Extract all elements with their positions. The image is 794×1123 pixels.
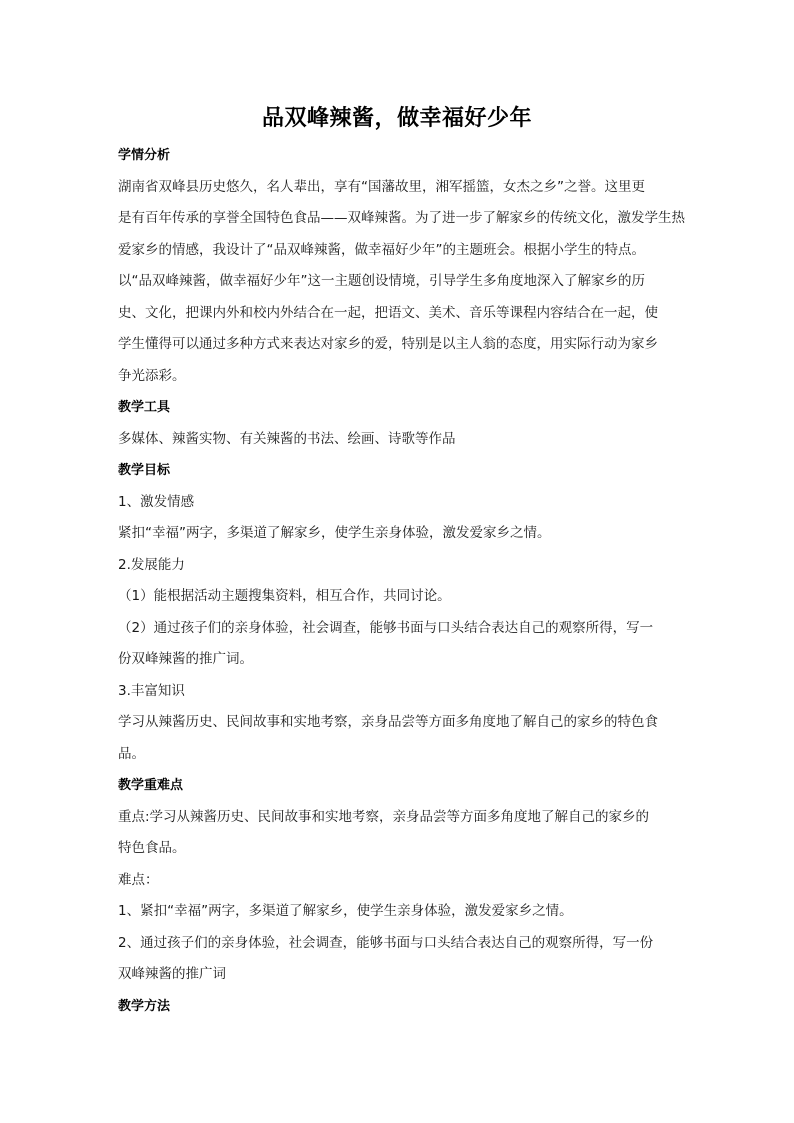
body-text-line: 3.丰富知识 xyxy=(118,682,185,699)
body-text-line: 2.发展能力 xyxy=(118,556,185,573)
body-text-line: 多媒体、辣酱实物、有关辣酱的书法、绘画、诗歌等作品 xyxy=(118,430,456,447)
body-text-line: 湖南省双峰县历史悠久，名人辈出，享有“国藩故里，湘军摇篮，女杰之乡”之誉。这里更 xyxy=(118,178,645,195)
body-text-line: 史、文化，把课内外和校内外结合在一起，把语文、美术、音乐等课程内容结合在一起，使 xyxy=(118,304,658,321)
body-text-line: （1）能根据活动主题搜集资料，相互合作，共同讨论。 xyxy=(118,588,451,604)
body-text-line: 1、激发情感 xyxy=(118,493,195,510)
body-text-line: 份双峰辣酱的推广词。 xyxy=(118,651,253,667)
section-heading: 学情分析 xyxy=(118,148,171,163)
body-text-line: （2）通过孩子们的亲身体验，社会调查，能够书面与口头结合表达自己的观察所得，写一 xyxy=(118,619,654,636)
body-text-line: 学生懂得可以通过多种方式来表达对家乡的爱，特别是以主人翁的态度，用实际行动为家乡 xyxy=(118,336,658,352)
body-text-line: 1、紧扣“幸福”两字，多渠道了解家乡，使学生亲身体验，激发爱家乡之情。 xyxy=(118,903,573,919)
section-heading: 教学目标 xyxy=(118,463,171,478)
body-text-line: 紧扣“幸福”两字，多渠道了解家乡，使学生亲身体验，激发爱家乡之情。 xyxy=(118,525,551,541)
body-text-line: 以“品双峰辣酱，做幸福好少年”这一主题创设情境，引导学生多角度地深入了解家乡的历 xyxy=(118,273,645,289)
section-heading: 教学重难点 xyxy=(118,778,184,793)
body-text-line: 品。 xyxy=(118,745,145,762)
body-text-line: 2、通过孩子们的亲身体验，社会调查，能够书面与口头结合表达自己的观察所得，写一份 xyxy=(118,934,654,951)
section-heading: 教学工具 xyxy=(118,400,171,415)
body-text-line: 特色食品。 xyxy=(118,840,186,856)
body-text-line: 争光添彩。 xyxy=(118,367,186,384)
body-text-line: 双峰辣酱的推广词 xyxy=(118,966,226,982)
body-text-line: 重点:学习从辣酱历史、民间故事和实地考察，亲身品尝等方面多角度地了解自己的家乡的 xyxy=(118,808,650,825)
document-title: 品双峰辣酱，做幸福好少年 xyxy=(261,106,532,131)
section-heading: 教学方法 xyxy=(118,998,171,1014)
body-text-line: 是有百年传承的享誉全国特色食品——双峰辣酱。为了进一步了解家乡的传统文化，激发学生热 xyxy=(118,210,685,226)
document-body xyxy=(118,140,688,1022)
body-text-line: 爱家乡的情感，我设计了“品双峰辣酱，做幸福好少年”的主题班会。根据小学生的特点。 xyxy=(118,241,645,258)
body-text-line: 难点： xyxy=(118,871,159,888)
body-text-line: 学习从辣酱历史、民间故事和实地考察，亲身品尝等方面多角度地了解自己的家乡的特色食 xyxy=(118,714,658,730)
